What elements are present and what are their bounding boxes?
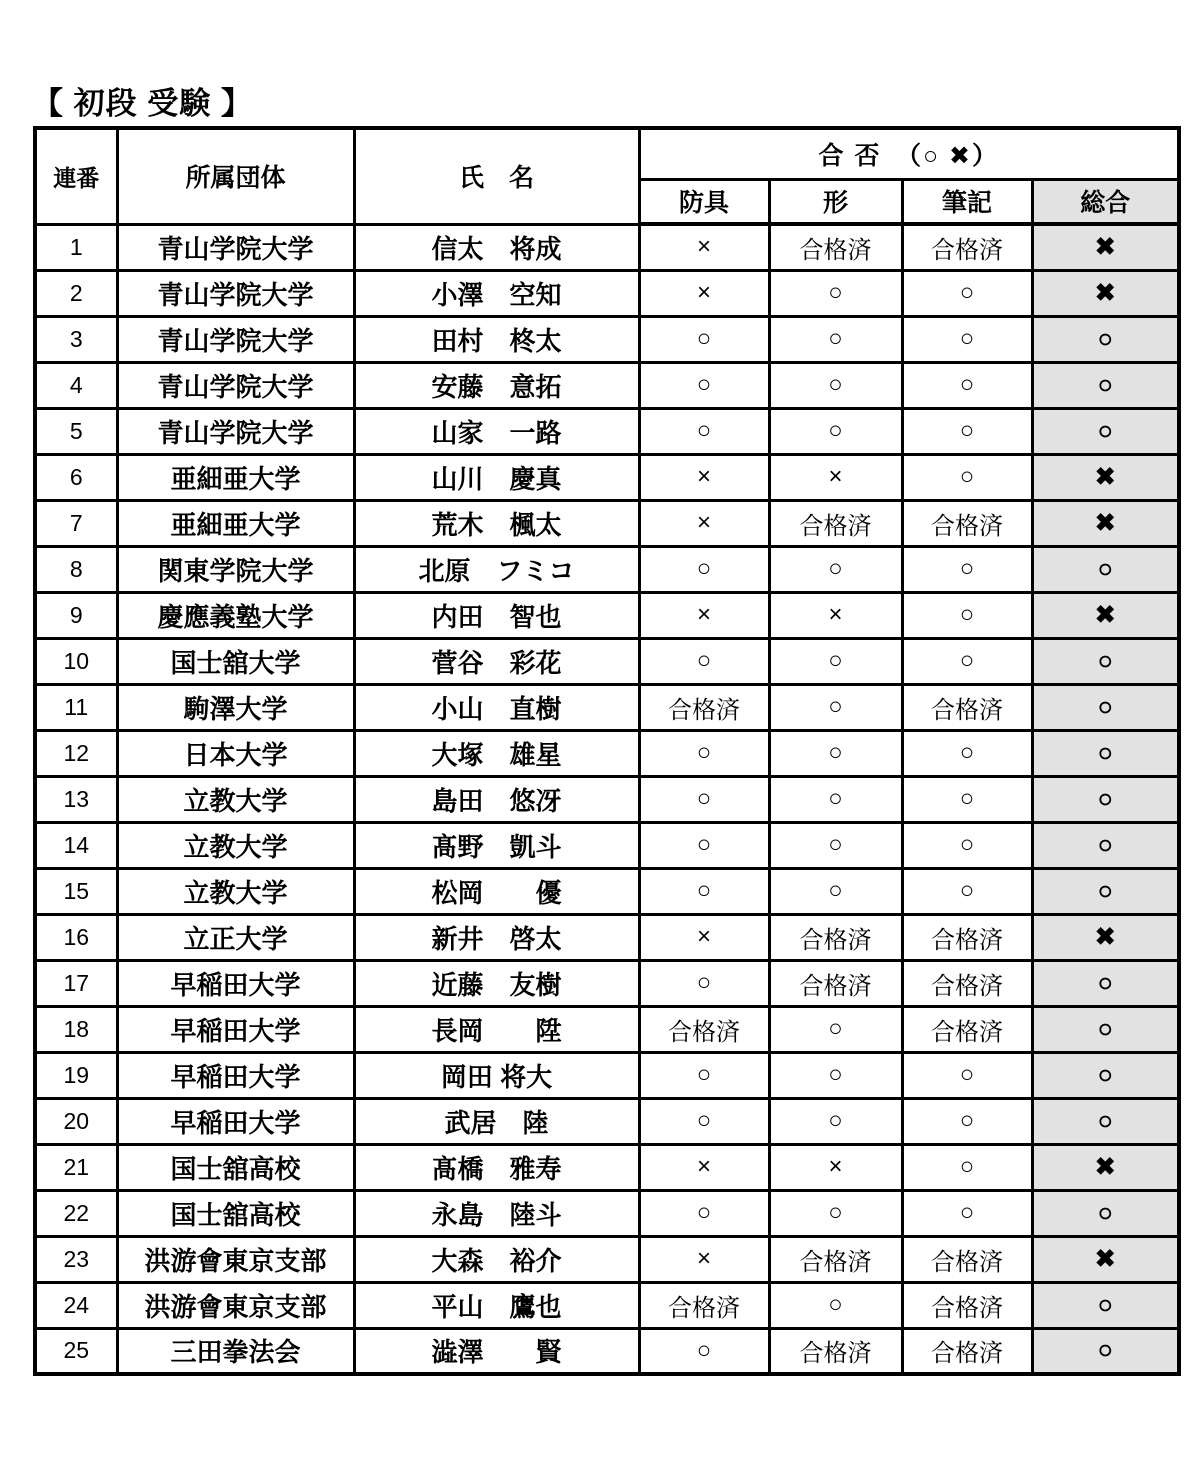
table-row (35, 500, 1179, 546)
name-cell: 内田 智也 (354, 592, 639, 638)
name-cell: 岡田 将大 (354, 1052, 639, 1098)
bogu-result-cell: ○ (639, 960, 769, 1006)
hikki-result-cell: 合格済 (902, 684, 1032, 730)
sogo-result-cell: ✖ (1032, 592, 1179, 638)
organization-cell: 関東学院大学 (117, 546, 354, 592)
hikki-result-cell: ○ (902, 822, 1032, 868)
sogo-result-cell: ○ (1032, 1190, 1179, 1236)
table-row (35, 868, 1179, 914)
name-cell: 松岡 優 (354, 868, 639, 914)
hikki-result-cell: 合格済 (902, 500, 1032, 546)
header-sogo: 総合 (1032, 179, 1179, 224)
hikki-result-cell: 合格済 (902, 960, 1032, 1006)
organization-cell: 国士舘高校 (117, 1190, 354, 1236)
table-row (35, 1006, 1179, 1052)
table-row (35, 684, 1179, 730)
table-row (35, 546, 1179, 592)
sogo-result-cell: ○ (1032, 1098, 1179, 1144)
bogu-result-cell: × (639, 592, 769, 638)
hikki-result-cell: 合格済 (902, 1282, 1032, 1328)
organization-cell: 早稲田大学 (117, 1098, 354, 1144)
kata-result-cell: ○ (769, 408, 902, 454)
hikki-result-cell: ○ (902, 1144, 1032, 1190)
organization-cell: 早稲田大学 (117, 960, 354, 1006)
bogu-result-cell: ○ (639, 1098, 769, 1144)
name-cell: 信太 将成 (354, 224, 639, 270)
name-cell: 近藤 友樹 (354, 960, 639, 1006)
row-number-cell: 15 (35, 868, 117, 914)
bogu-result-cell: ○ (639, 638, 769, 684)
header-kata: 形 (769, 179, 902, 224)
hikki-result-cell: ○ (902, 316, 1032, 362)
sogo-result-cell: ○ (1032, 408, 1179, 454)
bogu-result-cell: ○ (639, 408, 769, 454)
sogo-result-cell: ○ (1032, 1282, 1179, 1328)
organization-cell: 国士舘高校 (117, 1144, 354, 1190)
name-cell: 菅谷 彩花 (354, 638, 639, 684)
hikki-result-cell: ○ (902, 1098, 1032, 1144)
bogu-result-cell: × (639, 270, 769, 316)
kata-result-cell: ○ (769, 1098, 902, 1144)
hikki-result-cell: 合格済 (902, 224, 1032, 270)
kata-result-cell: ○ (769, 546, 902, 592)
table-row (35, 1190, 1179, 1236)
organization-cell: 立正大学 (117, 914, 354, 960)
bogu-result-cell: × (639, 1144, 769, 1190)
organization-cell: 青山学院大学 (117, 362, 354, 408)
row-number-cell: 1 (35, 224, 117, 270)
name-cell: 島田 悠冴 (354, 776, 639, 822)
row-number-cell: 23 (35, 1236, 117, 1282)
hikki-result-cell: ○ (902, 592, 1032, 638)
table-row (35, 316, 1179, 362)
bogu-result-cell: × (639, 454, 769, 500)
row-number-cell: 3 (35, 316, 117, 362)
name-cell: 平山 鷹也 (354, 1282, 639, 1328)
row-number-cell: 18 (35, 1006, 117, 1052)
bogu-result-cell: ○ (639, 362, 769, 408)
table-row (35, 822, 1179, 868)
organization-cell: 立教大学 (117, 868, 354, 914)
hikki-result-cell: ○ (902, 1190, 1032, 1236)
organization-cell: 青山学院大学 (117, 316, 354, 362)
kata-result-cell: ○ (769, 270, 902, 316)
sogo-result-cell: ○ (1032, 776, 1179, 822)
table-row (35, 638, 1179, 684)
name-cell: 小山 直樹 (354, 684, 639, 730)
row-number-cell: 16 (35, 914, 117, 960)
organization-cell: 早稲田大学 (117, 1006, 354, 1052)
row-number-cell: 9 (35, 592, 117, 638)
kata-result-cell: ○ (769, 1190, 902, 1236)
kata-result-cell: ○ (769, 1052, 902, 1098)
bogu-result-cell: × (639, 914, 769, 960)
kata-result-cell: ○ (769, 684, 902, 730)
row-number-cell: 7 (35, 500, 117, 546)
hikki-result-cell: 合格済 (902, 914, 1032, 960)
sogo-result-cell: ○ (1032, 1052, 1179, 1098)
name-cell: 安藤 意拓 (354, 362, 639, 408)
bogu-result-cell: ○ (639, 868, 769, 914)
sogo-result-cell: ✖ (1032, 270, 1179, 316)
name-cell: 大森 裕介 (354, 1236, 639, 1282)
header-row-group (35, 128, 1179, 179)
table-header (35, 128, 1179, 224)
header-serial: 連番 (35, 128, 117, 224)
kata-result-cell: ○ (769, 1006, 902, 1052)
table-row (35, 1052, 1179, 1098)
row-number-cell: 20 (35, 1098, 117, 1144)
header-organization: 所属団体 (117, 128, 354, 224)
row-number-cell: 4 (35, 362, 117, 408)
kata-result-cell: 合格済 (769, 224, 902, 270)
organization-cell: 三田拳法会 (117, 1328, 354, 1374)
kata-result-cell: ○ (769, 730, 902, 776)
row-number-cell: 21 (35, 1144, 117, 1190)
kata-result-cell: 合格済 (769, 914, 902, 960)
kata-result-cell: 合格済 (769, 960, 902, 1006)
hikki-result-cell: ○ (902, 362, 1032, 408)
hikki-result-cell: ○ (902, 408, 1032, 454)
bogu-result-cell: ○ (639, 1328, 769, 1374)
header-name: 氏 名 (354, 128, 639, 224)
row-number-cell: 14 (35, 822, 117, 868)
organization-cell: 日本大学 (117, 730, 354, 776)
kata-result-cell: 合格済 (769, 1328, 902, 1374)
name-cell: 田村 柊太 (354, 316, 639, 362)
hikki-result-cell: ○ (902, 270, 1032, 316)
exam-results-table (33, 126, 1181, 1376)
header-bogu: 防具 (639, 179, 769, 224)
organization-cell: 慶應義塾大学 (117, 592, 354, 638)
hikki-result-cell: ○ (902, 638, 1032, 684)
bogu-result-cell: ○ (639, 776, 769, 822)
sogo-result-cell: ○ (1032, 1328, 1179, 1374)
table-row (35, 1098, 1179, 1144)
kata-result-cell: ○ (769, 316, 902, 362)
table-row (35, 1328, 1179, 1374)
organization-cell: 国士舘大学 (117, 638, 354, 684)
sogo-result-cell: ○ (1032, 960, 1179, 1006)
row-number-cell: 5 (35, 408, 117, 454)
row-number-cell: 6 (35, 454, 117, 500)
table-row (35, 592, 1179, 638)
table-row (35, 1282, 1179, 1328)
organization-cell: 洪游會東京支部 (117, 1236, 354, 1282)
sogo-result-cell: ○ (1032, 1006, 1179, 1052)
bogu-result-cell: ○ (639, 1052, 769, 1098)
page-title: 【 初段 受験 】 (32, 86, 253, 121)
kata-result-cell: × (769, 454, 902, 500)
hikki-result-cell: 合格済 (902, 1236, 1032, 1282)
hikki-result-cell: ○ (902, 868, 1032, 914)
organization-cell: 駒澤大学 (117, 684, 354, 730)
table-row (35, 776, 1179, 822)
name-cell: 小澤 空知 (354, 270, 639, 316)
row-number-cell: 17 (35, 960, 117, 1006)
organization-cell: 立教大学 (117, 776, 354, 822)
sogo-result-cell: ✖ (1032, 454, 1179, 500)
bogu-result-cell: × (639, 1236, 769, 1282)
name-cell: 北原 フミコ (354, 546, 639, 592)
kata-result-cell: ○ (769, 1282, 902, 1328)
sogo-result-cell: ✖ (1032, 1236, 1179, 1282)
name-cell: 髙野 凱斗 (354, 822, 639, 868)
kata-result-cell: ○ (769, 362, 902, 408)
hikki-result-cell: ○ (902, 1052, 1032, 1098)
table-row (35, 730, 1179, 776)
header-result-group: 合 否 （○ ✖） (639, 128, 1179, 179)
name-cell: 澁澤 賢 (354, 1328, 639, 1374)
hikki-result-cell: 合格済 (902, 1328, 1032, 1374)
row-number-cell: 19 (35, 1052, 117, 1098)
row-number-cell: 22 (35, 1190, 117, 1236)
sogo-result-cell: ✖ (1032, 224, 1179, 270)
organization-cell: 洪游會東京支部 (117, 1282, 354, 1328)
name-cell: 永島 陸斗 (354, 1190, 639, 1236)
table-row (35, 408, 1179, 454)
table-row (35, 960, 1179, 1006)
sogo-result-cell: ○ (1032, 638, 1179, 684)
row-number-cell: 12 (35, 730, 117, 776)
organization-cell: 早稲田大学 (117, 1052, 354, 1098)
bogu-result-cell: ○ (639, 822, 769, 868)
sogo-result-cell: ○ (1032, 730, 1179, 776)
bogu-result-cell: 合格済 (639, 1282, 769, 1328)
hikki-result-cell: ○ (902, 454, 1032, 500)
name-cell: 新井 啓太 (354, 914, 639, 960)
row-number-cell: 13 (35, 776, 117, 822)
name-cell: 山川 慶真 (354, 454, 639, 500)
name-cell: 長岡 陞 (354, 1006, 639, 1052)
sogo-result-cell: ○ (1032, 822, 1179, 868)
kata-result-cell: ○ (769, 868, 902, 914)
table-body (35, 224, 1179, 1374)
organization-cell: 青山学院大学 (117, 270, 354, 316)
sogo-result-cell: ○ (1032, 546, 1179, 592)
sogo-result-cell: ✖ (1032, 1144, 1179, 1190)
kata-result-cell: ○ (769, 822, 902, 868)
hikki-result-cell: ○ (902, 730, 1032, 776)
organization-cell: 亜細亜大学 (117, 500, 354, 546)
row-number-cell: 11 (35, 684, 117, 730)
bogu-result-cell: ○ (639, 316, 769, 362)
kata-result-cell: ○ (769, 638, 902, 684)
kata-result-cell: 合格済 (769, 500, 902, 546)
name-cell: 山家 一路 (354, 408, 639, 454)
table-row (35, 362, 1179, 408)
organization-cell: 青山学院大学 (117, 224, 354, 270)
bogu-result-cell: 合格済 (639, 684, 769, 730)
kata-result-cell: 合格済 (769, 1236, 902, 1282)
table-row (35, 1236, 1179, 1282)
kata-result-cell: × (769, 1144, 902, 1190)
row-number-cell: 24 (35, 1282, 117, 1328)
name-cell: 荒木 楓太 (354, 500, 639, 546)
bogu-result-cell: ○ (639, 1190, 769, 1236)
sogo-result-cell: ✖ (1032, 500, 1179, 546)
organization-cell: 亜細亜大学 (117, 454, 354, 500)
name-cell: 武居 陸 (354, 1098, 639, 1144)
kata-result-cell: × (769, 592, 902, 638)
row-number-cell: 2 (35, 270, 117, 316)
table-row (35, 914, 1179, 960)
table-row (35, 454, 1179, 500)
sogo-result-cell: ○ (1032, 868, 1179, 914)
row-number-cell: 25 (35, 1328, 117, 1374)
organization-cell: 青山学院大学 (117, 408, 354, 454)
name-cell: 髙橋 雅寿 (354, 1144, 639, 1190)
bogu-result-cell: 合格済 (639, 1006, 769, 1052)
sogo-result-cell: ○ (1032, 684, 1179, 730)
bogu-result-cell: ○ (639, 546, 769, 592)
hikki-result-cell: ○ (902, 776, 1032, 822)
table-row (35, 224, 1179, 270)
sogo-result-cell: ○ (1032, 362, 1179, 408)
hikki-result-cell: 合格済 (902, 1006, 1032, 1052)
sogo-result-cell: ✖ (1032, 914, 1179, 960)
row-number-cell: 10 (35, 638, 117, 684)
sogo-result-cell: ○ (1032, 316, 1179, 362)
table-row (35, 1144, 1179, 1190)
bogu-result-cell: × (639, 224, 769, 270)
bogu-result-cell: × (639, 500, 769, 546)
table-row (35, 270, 1179, 316)
hikki-result-cell: ○ (902, 546, 1032, 592)
header-hikki: 筆記 (902, 179, 1032, 224)
name-cell: 大塚 雄星 (354, 730, 639, 776)
bogu-result-cell: ○ (639, 730, 769, 776)
organization-cell: 立教大学 (117, 822, 354, 868)
row-number-cell: 8 (35, 546, 117, 592)
kata-result-cell: ○ (769, 776, 902, 822)
